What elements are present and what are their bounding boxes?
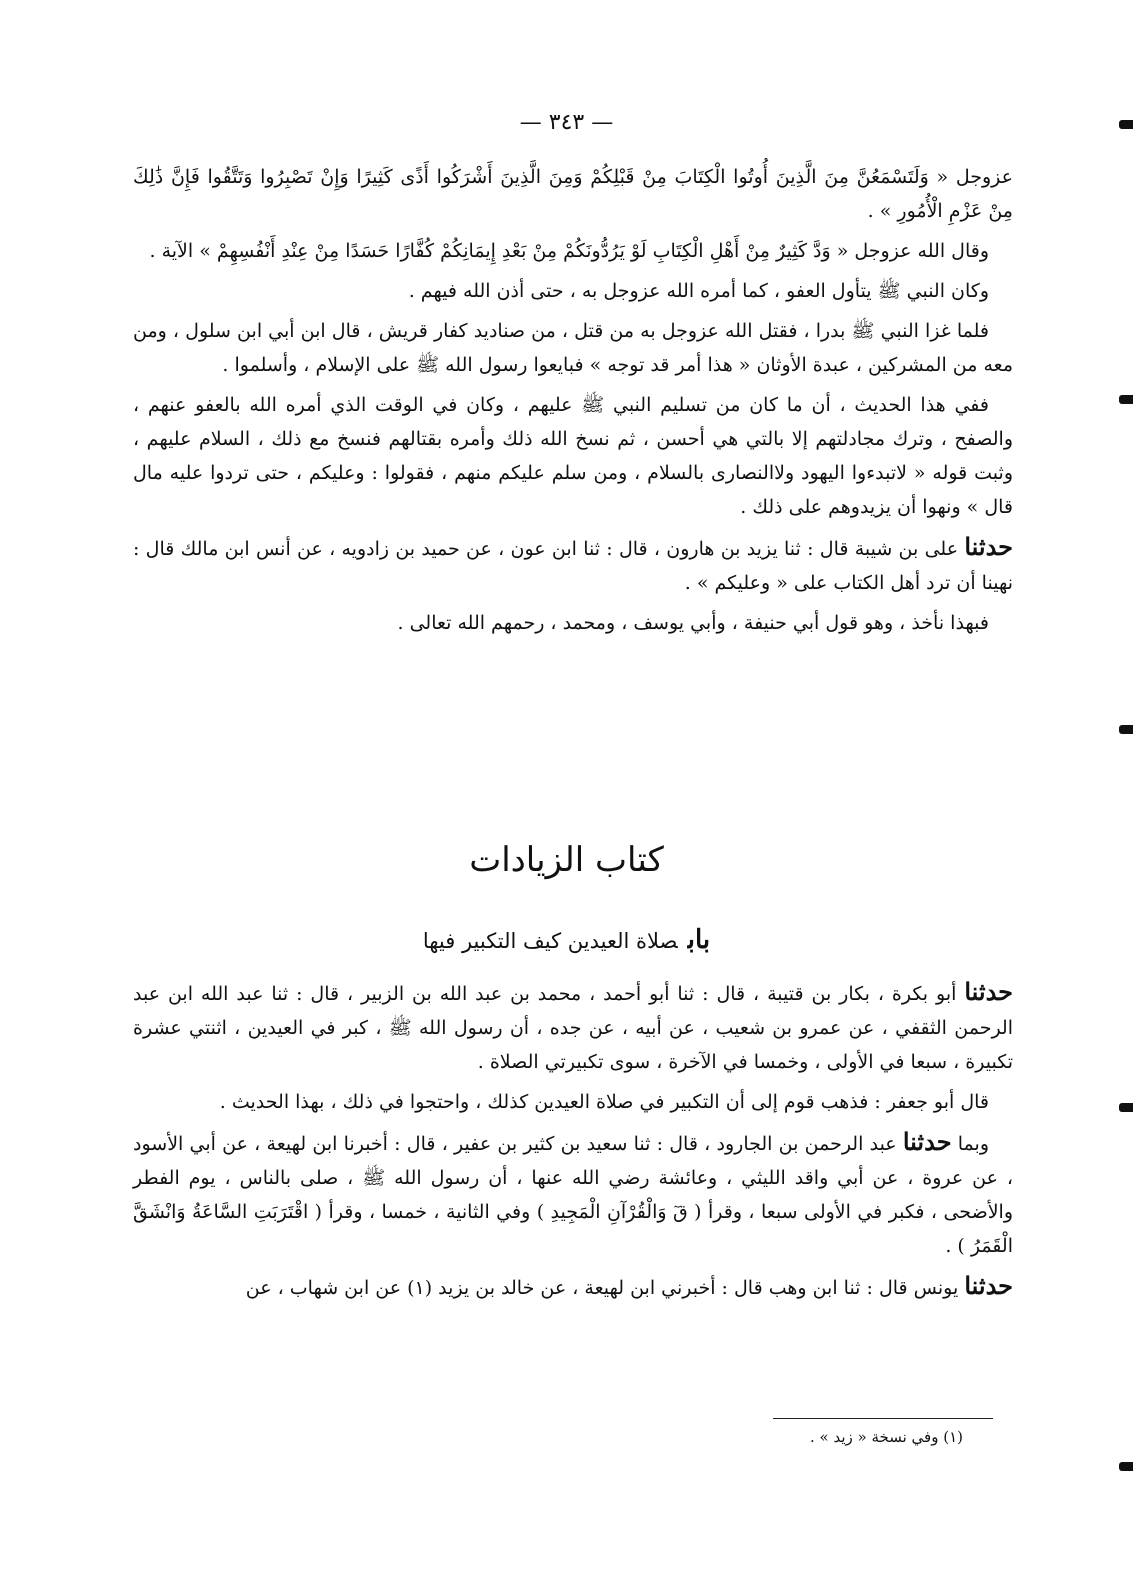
book-title: كتاب الزيادات (469, 840, 664, 880)
hadith-lead-word: حدثنا (902, 1127, 952, 1156)
chapter-title-text: صلاة العيدين كيف التكبير فيها (422, 929, 678, 953)
scan-edge-mark (1119, 1462, 1133, 1471)
quran-quote-1: عزوجل « وَلَتَسْمَعُنَّ مِنَ الَّذِينَ أُوتُوا الْكِتَابَ مِنْ قَبْلِكُمْ وَمِنَ الَّذِينَ أَشْرَكُوا أَذًى كَثِيرًا وَإِنْ تَصْبِرُوا وَتَتَّقُوا فَإِنَّ ذَٰلِكَ مِنْ عَزْمِ الْأُمُورِ » . (133, 166, 1013, 222)
hadith-lead-word: حدثنا (964, 1271, 1013, 1300)
scan-edge-mark (1119, 120, 1133, 129)
paragraph-hadith-commentary: ففي هذا الحديث ، أن ما كان من تسليم النبي ﷺ عليهم ، وكان في الوقت الذي أمره الله بالعفو عنهم ، والصفح ، وترك مجادلتهم إلا بالتي هي أحسن ، ثم نسخ الله ذلك وأمره بقتالهم فنسخ مع ذلك ، السلام عليهم ، وثبت قوله « لاتبدءوا اليهود ولاالنصارى بالسلام ، ومن سلم عليكم منهم ، فقولوا : وعليكم ، حتى تردوا عليه مال قال » ونهوا أن يزيدوهم على ذلك . (133, 394, 1013, 518)
hadith-text: على بن شيبة قال : ثنا يزيد بن هارون ، قال : ثنا ابن عون ، عن حميد بن زادويه ، عن أنس ابن مالك قال : نهينا أن ترد أهل الكتاب على « وعليكم » . (133, 538, 1013, 594)
hadith-abu-bakra (133, 975, 1013, 1079)
hadith-yunus (133, 1269, 1013, 1305)
hadith-text: أبو بكرة ، بكار بن قتيبة ، قال : ثنا أبو أحمد ، محمد بن عبد الله بن الزبير ، قال : ثنا عبد الله ابن عبد الرحمن الثقفي ، عن عمرو بن شعيب ، عن أبيه ، عن جده ، أن رسول الله ﷺ ، كبر في العيدين ، اثنتي عشرة تكبيرة ، سبعا في الأولى ، وخمسا في الآخرة ، سوى تكبيرتي الصلاة . (133, 983, 1013, 1073)
paragraph-badr: فلما غزا النبي ﷺ بدرا ، فقتل الله عزوجل به من قتل ، من صناديد كفار قريش ، قال ابن أبي ابن سلول ، ومن معه من المشركين ، عبدة الأوثان « هذا أمر قد توجه » فبايعوا رسول الله ﷺ على الإسلام ، وأسلموا . (133, 320, 1013, 376)
section-upper (133, 160, 1013, 646)
closing-statement: فبهذا نأخذ ، وهو قول أبي حنيفة ، وأبي يوسف ، ومحمد ، رحمهم الله تعالى . (397, 612, 989, 634)
hadith-ibn-jarud (133, 1125, 1013, 1263)
section-lower (133, 975, 1013, 1311)
chapter-heading (0, 925, 1133, 955)
scan-edge-mark (1119, 1103, 1133, 1112)
scan-edge-mark (1119, 725, 1133, 734)
quran-quote-2: وقال الله عزوجل « وَدَّ كَثِيرٌ مِنْ أَهْلِ الْكِتَابِ لَوْ يَرُدُّونَكُمْ مِنْ بَعْدِ إِيمَانِكُمْ كُفَّارًا حَسَدًا مِنْ عِنْدِ أَنْفُسِهِمْ » الآية . (149, 240, 989, 262)
abu-jafar-statement: قال أبو جعفر : فذهب قوم إلى أن التكبير في صلاة العيدين كذلك ، واحتجوا في ذلك ، بهذا الحديث . (219, 1091, 989, 1113)
page-number: — ٣٤٣ — (519, 110, 614, 135)
chapter-label: باب (687, 925, 711, 955)
footnote-divider (773, 1418, 993, 1419)
scan-edge-mark (1119, 395, 1133, 404)
footnote: (١) وفي نسخة « زيد » . (810, 1428, 963, 1446)
hadith-text: عبد الرحمن بن الجارود ، قال : ثنا سعيد بن كثير بن عفير ، قال : أخبرنا ابن لهيعة ، عن أبي الأسود ، عن عروة ، عن أبي واقد الليثي ، وعائشة رضي الله عنها ، أن رسول الله ﷺ ، صلى بالناس ، يوم الفطر والأضحى ، فكبر في الأولى سبعا ، وقرأ ( قٓ وَالْقُرْآنِ الْمَجِيدِ ) وفي الثانية ، خمسا ، وقرأ ( اقْتَرَبَتِ السَّاعَةُ وَانْشَقَّ الْقَمَرُ ) . (133, 1133, 1013, 1257)
hadith-prefix: وبما (951, 1133, 989, 1155)
hadith-lead-word: حدثنا (964, 977, 1013, 1006)
paragraph-pardon: وكان النبي ﷺ يتأول العفو ، كما أمره الله عزوجل به ، حتى أذن الله فيهم . (408, 280, 989, 302)
hadith-text: يونس قال : ثنا ابن وهب قال : أخبرني ابن لهيعة ، عن خالد بن يزيد (١) عن ابن شهاب ، عن (245, 1277, 965, 1299)
hadith-anas (133, 530, 1013, 600)
hadith-lead-word: حدثنا (964, 532, 1013, 561)
